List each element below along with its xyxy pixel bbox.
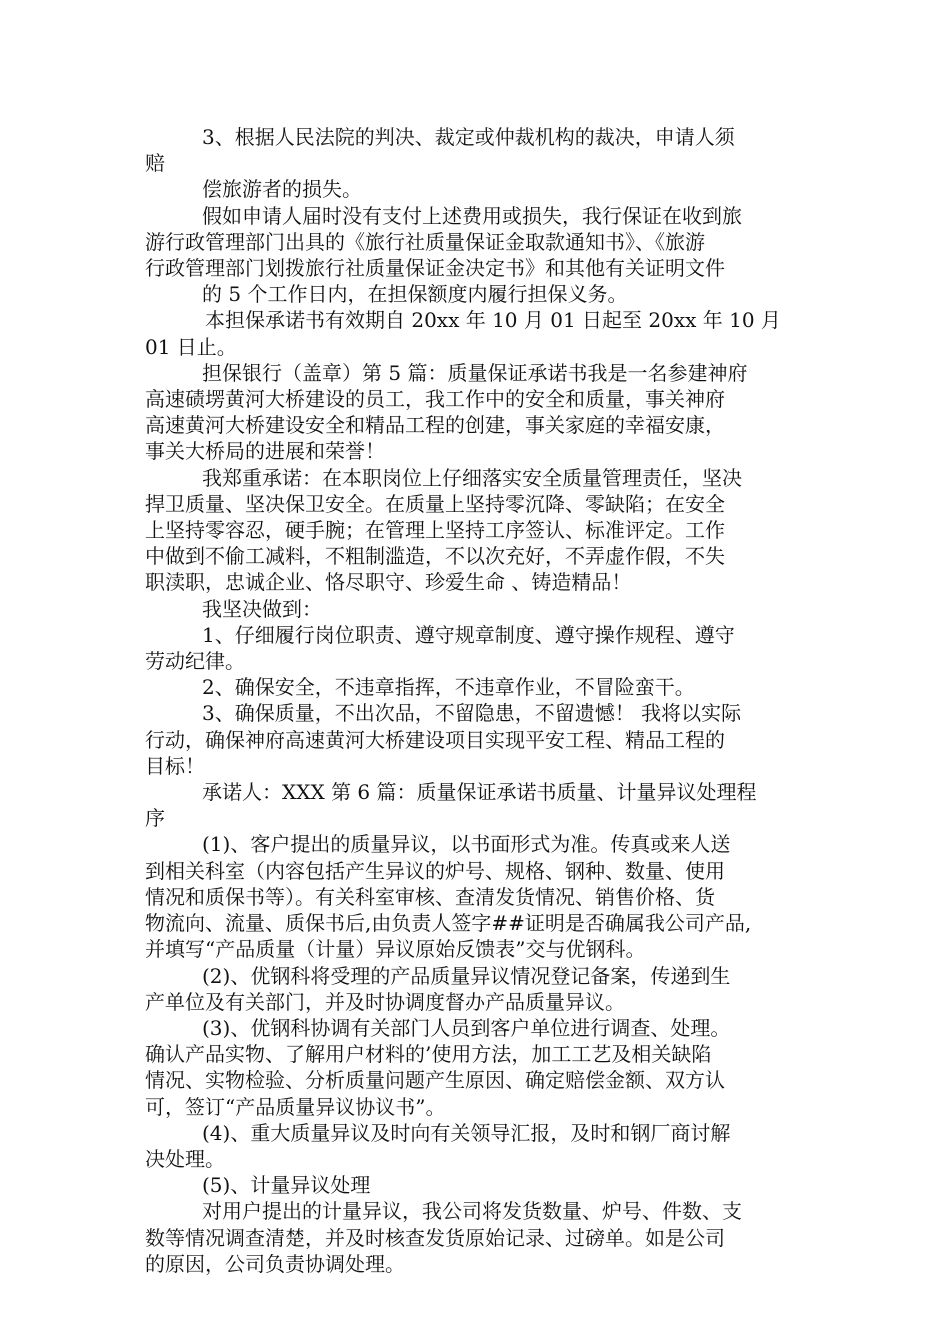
document-line: 目标！ [145, 753, 205, 778]
document-line: 01 日止。 [145, 334, 237, 359]
document-line: 高速黄河大桥建设安全和精品工程的创建，事关家庭的幸福安康， [145, 413, 725, 438]
document-line: 劳动纪律。 [145, 649, 245, 674]
document-line: 物流向、流量、质保书后,由负责人签字##证明是否确属我公司产品, [145, 911, 752, 936]
document-line: 序 [145, 806, 165, 831]
document-line: 可，签订“产品质量异议协议书”。 [145, 1094, 446, 1119]
document-line: 本担保承诺书有效期自 20xx 年 10 月 01 日起至 20xx 年 10 月 [205, 308, 781, 333]
document-line: (3)、优钢科协调有关部门人员到客户单位进行调查、处理。 [202, 1015, 731, 1040]
document-line: (5)、计量异议处理 [202, 1173, 371, 1198]
document-line: 捍卫质量、坚决保卫安全。在质量上坚持零沉降、零缺陷；在安全 [145, 491, 725, 516]
document-line: (4)、重大质量异议及时向有关领导汇报，及时和钢厂商讨解 [202, 1120, 731, 1145]
document-line: 2、确保安全，不违章指挥，不违章作业，不冒险蛮干。 [202, 675, 695, 700]
document-line: 行政管理部门划拨旅行社质量保证金决定书》和其他有关证明文件 [145, 256, 725, 281]
document-line: 职渎职，忠诚企业、恪尽职守、珍爱生命 、铸造精品！ [145, 570, 632, 595]
document-line: 3、根据人民法院的判决、裁定或仲裁机构的裁决，申请人须 [202, 125, 735, 149]
document-line: 确认产品实物、了解用户材料的’使用方法，加工工艺及相关缺陷 [145, 1042, 712, 1067]
document-line: 3、确保质量，不出次品，不留隐患，不留遗憾！ 我将以实际 [202, 701, 742, 726]
document-line: 高速碛塄黄河大桥建设的员工，我工作中的安全和质量，事关神府 [145, 387, 725, 412]
document-line: 假如申请人届时没有支付上述费用或损失，我行保证在收到旅 [202, 203, 742, 228]
document-line: 游行政管理部门出具的《旅行社质量保证金取款通知书》、《旅游 [145, 229, 705, 254]
document-line: 决处理。 [145, 1146, 225, 1171]
document-line: 行动，确保神府高速黄河大桥建设项目实现平安工程、精品工程的 [145, 727, 725, 752]
document-line: 的 5 个工作日内，在担保额度内履行担保义务。 [202, 282, 628, 307]
document-line: 数等情况调查清楚，并及时核查发货原始记录、过磅单。如是公司 [145, 1225, 725, 1250]
document-line: 对用户提出的计量异议，我公司将发货数量、炉号、件数、支 [202, 1199, 742, 1224]
document-line: 我坚决做到： [202, 596, 322, 621]
document-line: 担保银行（盖章）第 5 篇：质量保证承诺书我是一名参建神府 [202, 360, 748, 385]
document-line: 我郑重承诺：在本职岗位上仔细落实安全质量管理责任，坚决 [202, 465, 742, 490]
document-line: 情况、实物检验、分析质量问题产生原因、确定赔偿金额、双方认 [145, 1068, 725, 1093]
document-line: 偿旅游者的损失。 [202, 177, 362, 202]
document-line: 产单位及有关部门，并及时协调度督办产品质量异议。 [145, 989, 625, 1014]
document-line: 并填写“产品质量（计量）异议原始反馈表”交与优钢科。 [145, 937, 646, 962]
document-line: 1、仔细履行岗位职责、遵守规章制度、遵守操作规程、遵守 [202, 622, 735, 647]
document-line: 的原因，公司负责协调处理。 [145, 1251, 405, 1276]
document-line: 承诺人：XXX 第 6 篇：质量保证承诺书质量、计量异议处理程 [202, 780, 757, 805]
document-line: (1)、客户提出的质量异议，以书面形式为准。传真或来人送 [202, 832, 731, 857]
document-line: 事关大桥局的进展和荣誉！ [145, 439, 385, 464]
document-line: 到相关科室（内容包括产生异议的炉号、规格、钢种、数量、使用 [145, 858, 725, 883]
document-line: 中做到不偷工减料，不粗制滥造，不以次充好，不弄虚作假，不失 [145, 544, 725, 569]
document-line: 情况和质保书等）。有关科室审核、查清发货情况、销售价格、货 [145, 884, 715, 909]
document-body [145, 124, 810, 1277]
document-line: (2)、优钢科将受理的产品质量异议情况登记备案，传递到生 [202, 963, 731, 988]
document-line: 上坚持零容忍，硬手腕；在管理上坚持工序签认、标准评定。工作 [145, 518, 725, 543]
document-line: 赔 [145, 151, 165, 176]
